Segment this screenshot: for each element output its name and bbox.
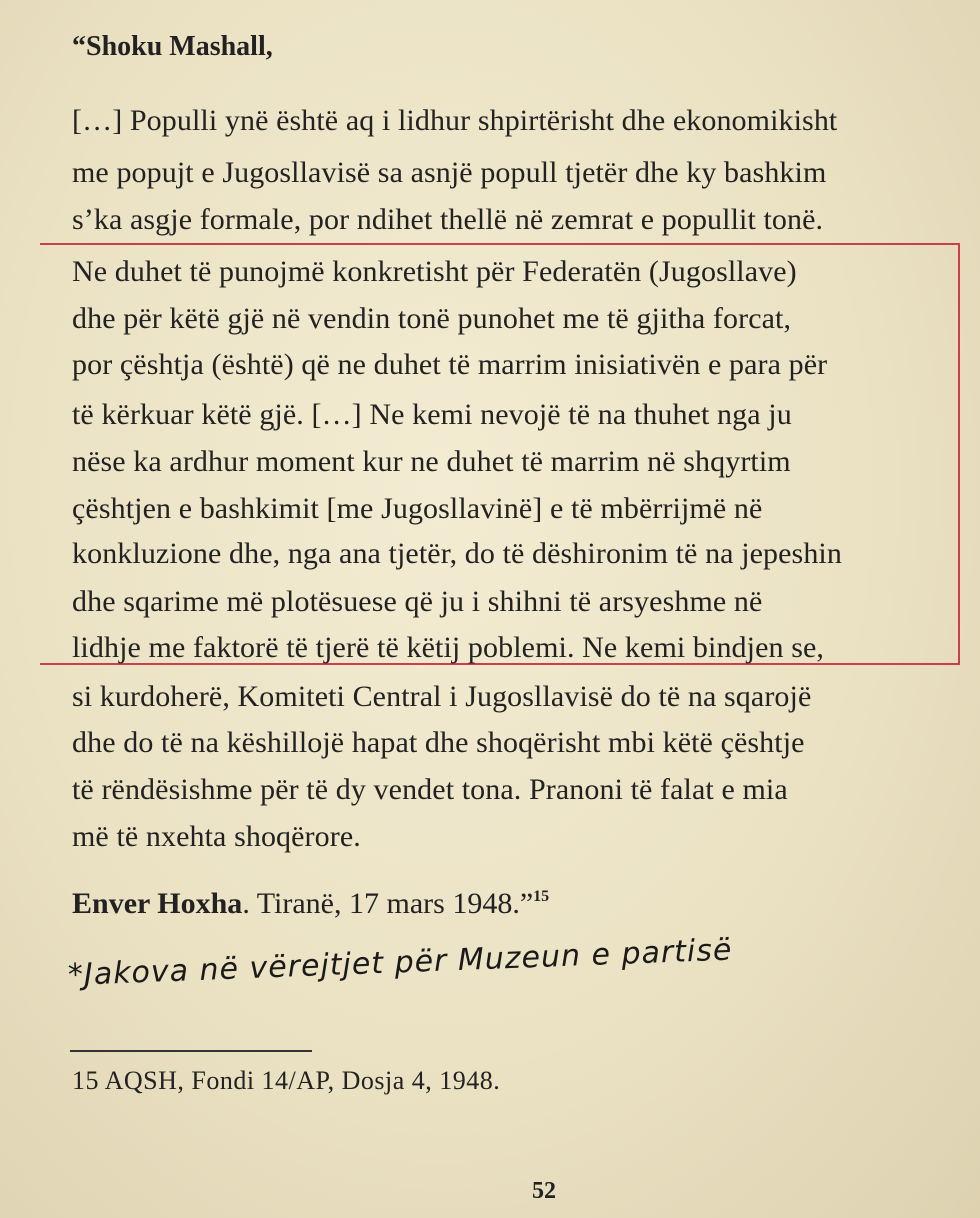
letter-line: me popujt e Jugosllavisë sa asnjë popull tjetër dhe ky bashkim [72,156,827,189]
footnote-marker: 15 [533,888,550,905]
letter-line: të rëndësishme për të dy vendet tona. Pranoni të falat e mia [72,773,788,806]
highlighted-line: Ne duhet të punojmë konkretisht për Federatën (Jugosllave) [72,255,797,288]
letter-line: si kurdoherë, Komiteti Central i Jugosllavisë do të na sqarojë [72,680,812,713]
letter-line: dhe do të na këshillojë hapat dhe shoqërisht mbi këtë çështje [72,726,805,759]
letter-salutation: “Shoku Mashall, [72,31,273,62]
highlighted-line: konkluzione dhe, nga ana tjetër, do të dëshironim të na jepeshin [72,537,842,570]
highlighted-line: çështjen e bashkimit [me Jugosllavinë] e të mbërrijmë në [72,492,763,525]
signature [72,887,549,921]
page-number: 52 [532,1178,556,1204]
signature-name: Enver Hoxha [72,887,243,920]
handwritten-note: *Jakova në vërejtjet për Muzeun e partisë [67,932,733,993]
highlighted-line: lidhje me faktorë të tjerë të këtij poblemi. Ne kemi bindjen se, [72,631,824,664]
highlighted-line: të kërkuar këtë gjë. […] Ne kemi nevojë të na thuhet nga ju [72,398,792,431]
highlighted-line: por çështja (është) që ne duhet të marrim inisiativën e para për [72,348,828,381]
letter-line: më të nxehta shoqërore. [72,820,361,853]
letter-line: […] Populli ynë është aq i lidhur shpirtërisht dhe ekonomikisht [72,104,838,137]
letter-line: s’ka asgje formale, por ndihet thellë në zemrat e popullit tonë. [72,203,824,236]
footnote-divider [70,1050,312,1052]
highlighted-line: dhe për këtë gjë në vendin tonë punohet me të gjitha forcat, [72,302,792,335]
highlighted-line: dhe sqarime më plotësuese që ju i shihni të arsyeshme në [72,585,763,618]
highlighted-line: nëse ka ardhur moment kur ne duhet të marrim në shqyrtim [72,445,791,478]
signature-place-date: . Tiranë, 17 mars 1948.” [242,887,534,920]
footnote: 15 AQSH, Fondi 14/AP, Dosja 4, 1948. [72,1066,501,1095]
